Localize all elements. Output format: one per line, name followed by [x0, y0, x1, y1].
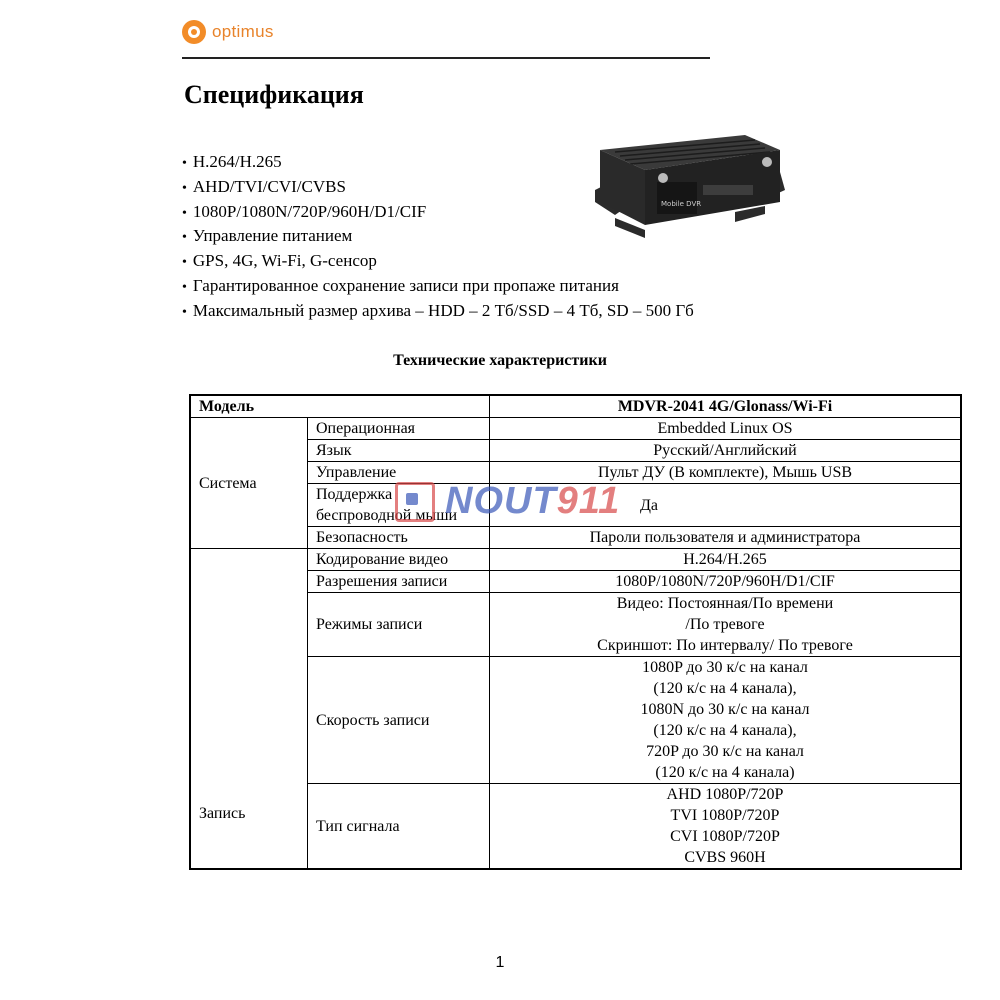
optimus-logo-icon — [182, 20, 206, 44]
value-cell — [490, 657, 962, 784]
param-cell: Управление — [308, 462, 490, 484]
value-line: (120 к/с на 4 канала) — [655, 764, 795, 781]
table-row — [190, 549, 961, 571]
param-cell: Кодирование видео — [308, 549, 490, 571]
value-line: Видео: Постоянная/По времени — [616, 595, 834, 612]
feature-item: • 1080P/1080N/720P/960H/D1/CIF — [182, 201, 694, 226]
value-line: (120 к/с на 4 канала), — [653, 680, 797, 697]
value-cell — [490, 784, 962, 870]
specs-heading: Технические характеристики — [393, 352, 607, 369]
watermark-text: NOUT911 — [445, 480, 621, 522]
model-value: MDVR-2041 4G/Glonass/Wi-Fi — [490, 395, 962, 418]
value-cell: H.264/H.265 — [490, 549, 962, 571]
dvr-device-image — [585, 130, 790, 250]
value-line: 1080N до 30 к/с на канал — [640, 701, 810, 718]
feature-item: • Максимальный размер архива – HDD – 2 Тб/SSD – 4 Тб, SD – 500 Гб — [182, 300, 694, 325]
value-line: CVI 1080P/720P — [670, 828, 780, 845]
brand-name: optimus — [212, 22, 274, 41]
table-row — [190, 395, 961, 418]
value-line: TVI 1080P/720P — [670, 807, 780, 824]
value-cell — [490, 593, 962, 657]
param-cell: Язык — [308, 440, 490, 462]
feature-item: • H.264/H.265 — [182, 151, 694, 176]
watermark — [395, 480, 620, 523]
value-line: CVBS 960H — [684, 849, 766, 866]
feature-item: • GPS, 4G, Wi-Fi, G-сенсор — [182, 250, 694, 275]
page-title: Спецификация — [184, 80, 364, 109]
param-cell: Операционная — [308, 418, 490, 440]
table-row — [190, 418, 961, 440]
feature-item: • Гарантированное сохранение записи при пропаже питания — [182, 275, 694, 300]
value-cell: 1080P/1080N/720P/960H/D1/CIF — [490, 571, 962, 593]
value-line: 1080P до 30 к/с на канал — [642, 659, 808, 676]
feature-item: • AHD/TVI/CVI/CVBS — [182, 176, 694, 201]
param-cell: Тип сигнала — [308, 784, 490, 870]
param-cell: Разрешения записи — [308, 571, 490, 593]
value-line: /По тревоге — [685, 616, 765, 633]
value-line: Скриншот: По интервалу/ По тревоге — [597, 637, 853, 654]
param-cell: Безопасность — [308, 527, 490, 549]
value-cell: Да — [490, 484, 962, 527]
value-cell: Пароли пользователя и администратора — [490, 527, 962, 549]
group-record: Запись — [190, 549, 308, 870]
model-label: Модель — [190, 395, 490, 418]
param-cell: Скорость записи — [308, 657, 490, 784]
param-cell: Поддержка беспроводной мыши — [308, 484, 490, 527]
value-cell: Пульт ДУ (В комплекте), Мышь USB — [490, 462, 962, 484]
optimus-logo — [182, 20, 274, 44]
header-divider — [182, 57, 710, 59]
value-line: 720P до 30 к/с на канал — [646, 743, 804, 760]
device-label: Mobile DVR — [661, 200, 702, 208]
value-line: AHD 1080P/720P — [666, 786, 784, 803]
value-line: (120 к/с на 4 канала), — [653, 722, 797, 739]
watermark-logo-icon — [395, 482, 435, 522]
value-cell: Русский/Английский — [490, 440, 962, 462]
value-cell: Embedded Linux OS — [490, 418, 962, 440]
page-number: 1 — [495, 954, 505, 971]
feature-item: • Управление питанием — [182, 225, 694, 250]
group-system: Система — [190, 418, 308, 549]
specs-table — [189, 394, 962, 870]
param-cell: Режимы записи — [308, 593, 490, 657]
